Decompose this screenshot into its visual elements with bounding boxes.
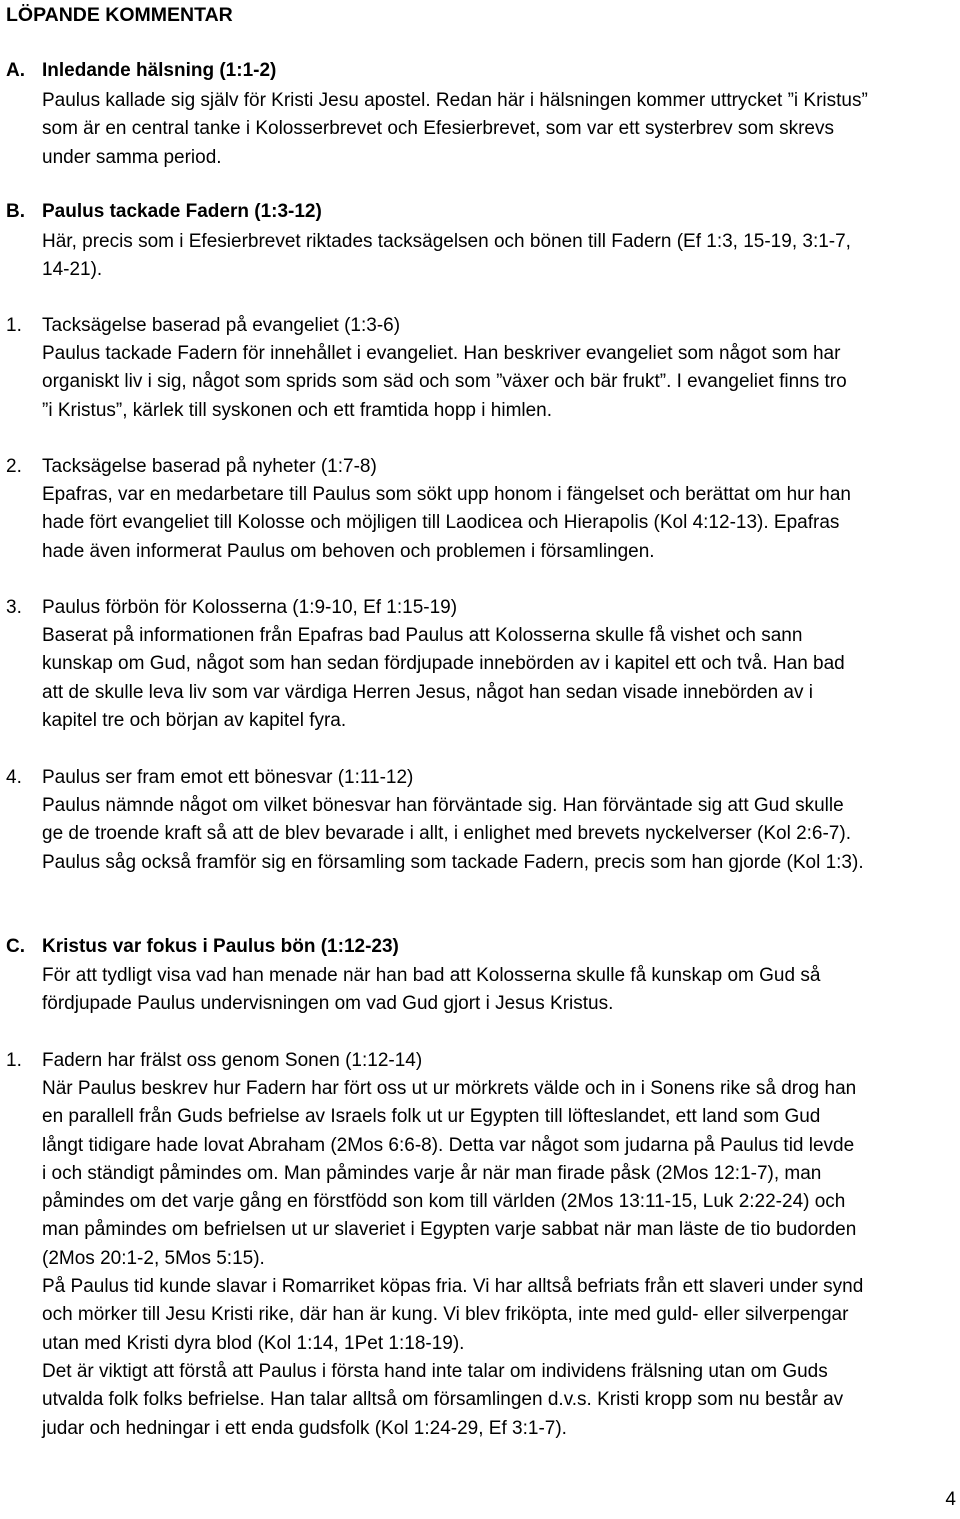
body-line: under samma period. (42, 146, 222, 168)
body-line: Paulus kallade sig själv för Kristi Jesu apostel. Redan här i hälsningen kommer uttrycket ”i Kristus” (42, 90, 868, 111)
body-line: För att tydligt visa vad han menade när han bad att Kolosserna skulle få kunskap om Gud så (42, 965, 821, 986)
body-line: hade fört evangeliet till Kolosse och möjligen till Laodicea och Hierapolis (Kol 4:12-13). Epafras (42, 512, 840, 534)
body-line: som är en central tanke i Kolosserbrevet och Efesierbrevet, som var ett systerbrev som skrevs (42, 118, 834, 140)
section-title: Paulus ser fram emot ett bönesvar (1:11-12) (42, 767, 414, 788)
body-line: utan med Kristi dyra blod (Kol 1:14, 1Pet 1:18-19). (42, 1332, 465, 1354)
body-line: organiskt liv i sig, något som sprids som säd och som ”växer och bär frukt”. I evangeliet finns tro (42, 371, 847, 393)
subsection-body-b2 (42, 481, 957, 566)
body-line: Det är viktigt att förstå att Paulus i första hand inte talar om individens frälsning utan om Guds (42, 1360, 828, 1382)
body-line: långt tidigare hade lovat Abraham (2Mos 6:6-8). Detta var något som judarna på Paulus tid levde (42, 1134, 855, 1156)
body-line: fördjupade Paulus undervisningen om vad Gud gjort i Jesus Kristus. (42, 993, 614, 1015)
section-body-c (42, 962, 957, 1019)
section-title: Inledande hälsning (1:1-2) (42, 60, 277, 81)
body-line: en parallell från Guds befrielse av Israels folk ut ur Egypten till löfteslandet, ett land som Gud (42, 1106, 821, 1128)
subsection-body-b1 (42, 340, 957, 425)
body-line: och mörker till Jesu Kristi rike, där han är kung. Vi blev friköpta, inte med guld- eller silverpengar (42, 1304, 849, 1326)
body-line: Baserat på informationen från Epafras bad Paulus att Kolosserna skulle få vishet och sann (42, 625, 803, 646)
body-line: På Paulus tid kunde slavar i Romarriket köpas fria. Vi har alltså befriats från ett slaveri under synd (42, 1276, 864, 1298)
body-line: man påmindes om befrielsen ut ur slaveriet i Egypten varje sabbat när man läste de tio budorden (42, 1219, 857, 1241)
subsection-body-b4 (42, 792, 957, 877)
body-line: Här, precis som i Efesierbrevet riktades tacksägelsen och bönen till Fadern (Ef 1:3, 15-19, 3:1-7, (42, 231, 851, 252)
section-title: Paulus förbön för Kolosserna (1:9-10, Ef 1:15-19) (42, 597, 458, 618)
section-number: 4. (6, 767, 22, 788)
section-body-a (42, 87, 957, 172)
body-line: ge de troende kraft så att de blev bevarade i allt, i enlighet med brevets nyckelverser (Kol 2:6-7). (42, 823, 851, 845)
body-line: judar och hedningar i ett enda gudsfolk (Kol 1:24-29, Ef 3:1-7). (42, 1417, 567, 1439)
body-line: 14-21). (42, 259, 103, 281)
body-line: När Paulus beskrev hur Fadern har fört oss ut ur mörkrets välde och in i Sonens rike så drog han (42, 1078, 857, 1099)
section-number: 2. (6, 456, 22, 477)
body-line: kapitel tre och början av kapitel fyra. (42, 709, 347, 731)
section-number: B. (6, 201, 25, 222)
section-number: 3. (6, 597, 22, 618)
body-line: hade även informerat Paulus om behoven och problemen i församlingen. (42, 540, 655, 562)
section-number: C. (6, 936, 25, 957)
body-line: att de skulle leva liv som var värdiga Herren Jesus, något han sedan visade innebörden av i (42, 681, 813, 703)
section-title: Paulus tackade Fadern (1:3-12) (42, 201, 322, 222)
section-title: Tacksägelse baserad på evangeliet (1:3-6) (42, 315, 401, 336)
section-body-b (42, 228, 957, 285)
body-line: kunskap om Gud, något som han sedan fördjupade innebörden av i kapitel ett och två. Han bad (42, 653, 845, 675)
section-title: Kristus var fokus i Paulus bön (1:12-23) (42, 936, 399, 957)
document-title: LÖPANDE KOMMENTAR (6, 4, 233, 26)
section-number: 1. (6, 1050, 22, 1071)
body-line: Paulus nämnde något om vilket bönesvar han förväntade sig. Han förväntade sig att Gud skulle (42, 795, 844, 816)
body-line: Epafras, var en medarbetare till Paulus som sökt upp honom i fängelset och berättat om hur han (42, 484, 852, 505)
section-number: 1. (6, 315, 22, 336)
subsection-body-b3 (42, 622, 957, 735)
body-line: i och ständigt påmindes om. Man påmindes varje år när man firade påsk (2Mos 12:1-7), man (42, 1162, 822, 1184)
page-number: 4 (945, 1489, 956, 1510)
body-line: Paulus såg också framför sig en församling som tackade Fadern, precis som han gjorde (Kol 1:3). (42, 851, 864, 873)
section-title: Fadern har frälst oss genom Sonen (1:12-14) (42, 1050, 423, 1071)
body-line: Paulus tackade Fadern för innehållet i evangeliet. Han beskriver evangeliet som något som har (42, 343, 841, 364)
body-line: (2Mos 20:1-2, 5Mos 5:15). (42, 1247, 265, 1269)
body-line: utvalda folk folks befrielse. Han talar alltså om församlingen d.v.s. Kristi kropp som nu består av (42, 1389, 844, 1411)
section-title: Tacksägelse baserad på nyheter (1:7-8) (42, 456, 377, 477)
body-line: påmindes om det varje gång en förstfödd son kom till världen (2Mos 13:11-15, Luk 2:22-24) och (42, 1191, 846, 1213)
section-number: A. (6, 60, 25, 81)
subsection-body-c1 (42, 1075, 957, 1443)
body-line: ”i Kristus”, kärlek till syskonen och ett framtida hopp i himlen. (42, 399, 553, 421)
